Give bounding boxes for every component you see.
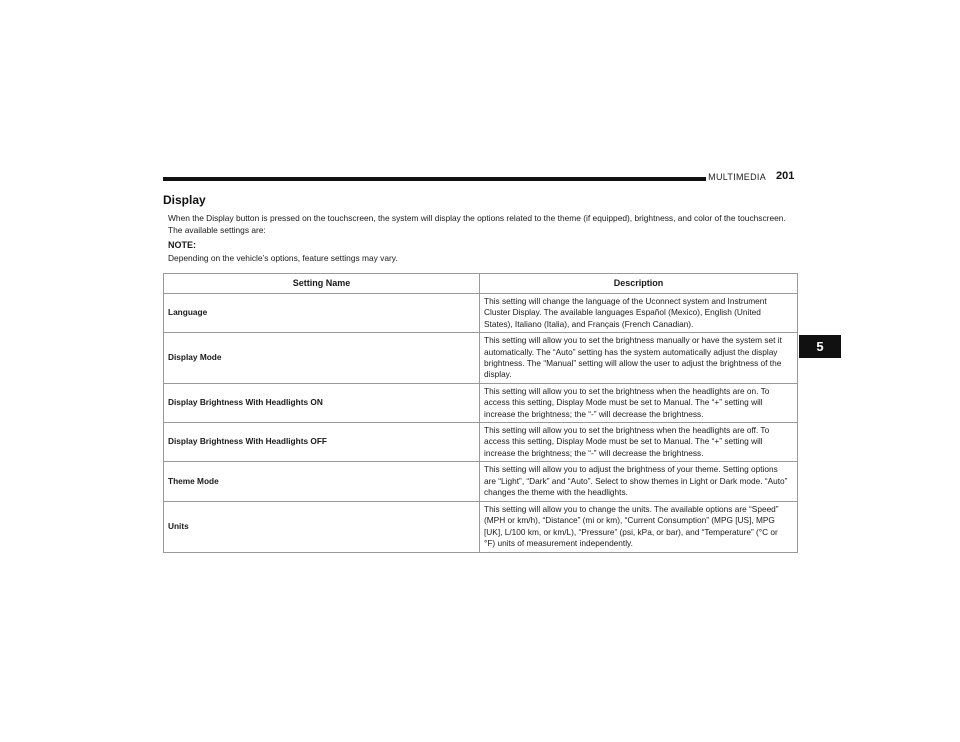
setting-description-cell: This setting will change the language of the Uconnect system and Instrument Cluster Display. The available languages Español (Mexico), English (United States), Italiano (Italia), and Français (French Canadian). <box>480 294 798 333</box>
column-header-description: Description <box>480 274 798 294</box>
setting-name-cell: Units <box>164 501 480 552</box>
table-row <box>164 294 798 333</box>
section-title: MULTIMEDIA <box>708 172 766 182</box>
note-label: NOTE: <box>168 240 196 250</box>
setting-name-cell: Language <box>164 294 480 333</box>
setting-description-cell: This setting will allow you to set the brightness when the headlights are off. To access this setting, Display Mode must be set to Manual. The “+” setting will increase the brightness; the “-” will decrease the brightness. <box>480 423 798 462</box>
setting-name-cell: Display Brightness With Headlights ON <box>164 383 480 422</box>
setting-description-cell: This setting will allow you to set the brightness manually or have the system set it automatically. The “Auto” setting has the system automatically adjust the display brightness. The “Manual” setting will allow the user to adjust the brightness of the display. <box>480 333 798 384</box>
setting-description-cell: This setting will allow you to change the units. The available options are “Speed” (MPH or km/h), “Distance” (mi or km), “Current Consumption” (MPG [US], MPG [UK], L/100 km, or km/L), “Pressure” (psi, kPa, or bar), and “Temperature” (°C or °F) units of measurement independently. <box>480 501 798 552</box>
table-row <box>164 333 798 384</box>
setting-description-cell: This setting will allow you to set the brightness when the headlights are on. To access this setting, Display Mode must be set to Manual. The “+” setting will increase the brightness; the “-” will decrease the brightness. <box>480 383 798 422</box>
settings-table <box>163 273 798 553</box>
chapter-tab: 5 <box>799 335 841 358</box>
page-heading: Display <box>163 193 206 207</box>
page-number: 201 <box>776 170 795 182</box>
column-header-setting-name: Setting Name <box>164 274 480 294</box>
table-row <box>164 501 798 552</box>
setting-name-cell: Display Mode <box>164 333 480 384</box>
note-text: Depending on the vehicle’s options, feature settings may vary. <box>168 253 398 263</box>
setting-name-cell: Display Brightness With Headlights OFF <box>164 423 480 462</box>
intro-paragraph: When the Display button is pressed on the touchscreen, the system will display the options related to the theme (if equipped), brightness, and color of the touchscreen. The available settings are: <box>168 213 786 235</box>
table-row <box>164 462 798 501</box>
header-rule <box>163 177 706 181</box>
table-header-row <box>164 274 798 294</box>
table-row <box>164 383 798 422</box>
setting-description-cell: This setting will allow you to adjust the brightness of your theme. Setting options are “Light”, “Dark” and “Auto”. Select to show themes in Light or Dark mode. “Auto” changes the theme with the headlights. <box>480 462 798 501</box>
table-row <box>164 423 798 462</box>
setting-name-cell: Theme Mode <box>164 462 480 501</box>
